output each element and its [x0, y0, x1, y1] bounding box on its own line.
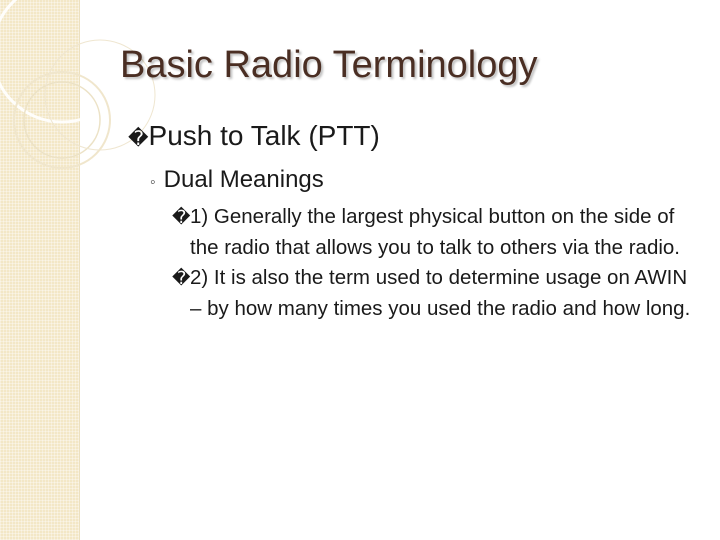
list-item [172, 263, 702, 324]
bullet-glyph: � [172, 268, 191, 288]
bullet-level-2 [150, 166, 324, 194]
sub-bullet-icon: ◦ [150, 174, 156, 191]
slide-title: Basic Radio Terminology [120, 44, 538, 86]
definition-list [172, 202, 702, 324]
definition-text: 1) Generally the largest physical button on the side of the radio that allows you to talk to others via the radio. [190, 205, 680, 259]
bullet-glyph: � [128, 128, 149, 150]
list-item [172, 202, 702, 263]
definition-text: 2) It is also the term used to determine usage on AWIN – by how many times you used the radio and how long. [190, 266, 691, 320]
bullet-level-1 [128, 120, 380, 152]
bullet-glyph: � [172, 207, 191, 227]
decorative-side-panel [0, 0, 80, 540]
bullet-text: Push to Talk (PTT) [148, 120, 380, 151]
sub-bullet-text: Dual Meanings [163, 166, 324, 193]
